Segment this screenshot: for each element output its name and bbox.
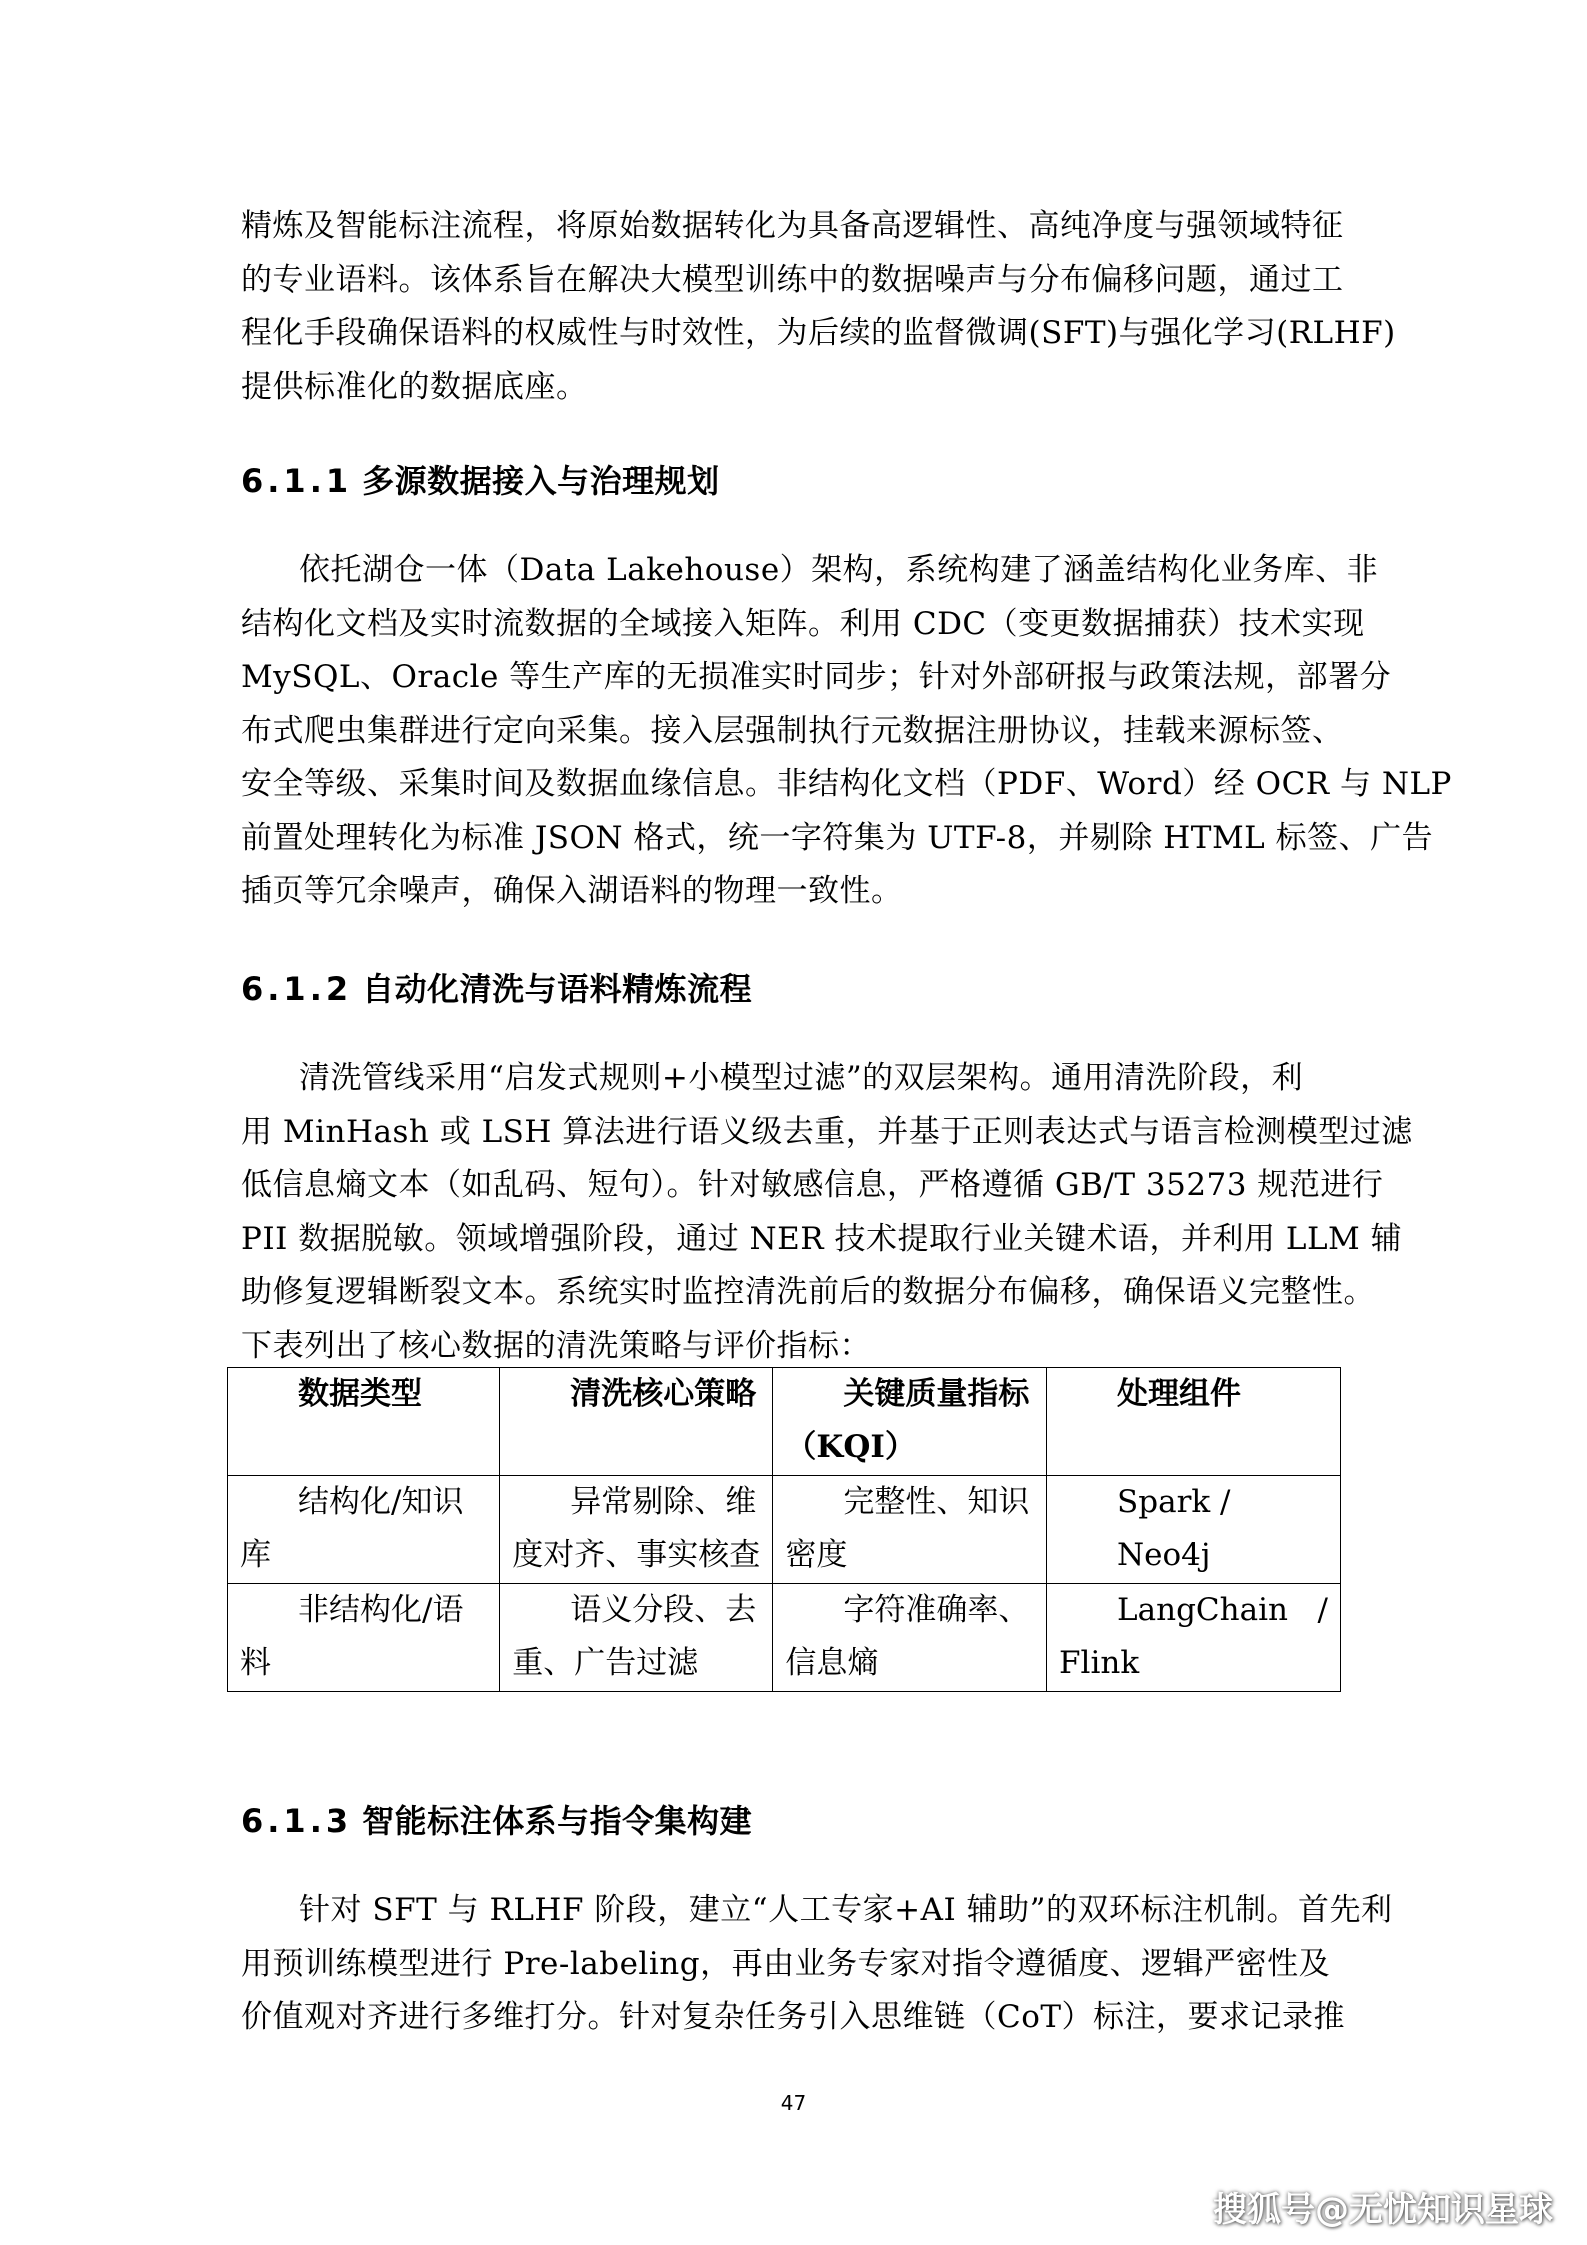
paragraph-line: 用预训练模型进行 Pre-labeling，再由业务专家对指令遵循度、逻辑严密性及 xyxy=(241,1945,1331,1982)
intro-paragraph xyxy=(241,200,1396,414)
table-cell-type: 结构化/知识 库 xyxy=(228,1476,500,1584)
paragraph-line: 价值观对齐进行多维打分。针对复杂任务引入思维链（CoT）标注，要求记录推 xyxy=(241,1999,1346,2035)
paragraph-line: 安全等级、采集时间及数据血缘信息。非结构化文档（PDF、Word）经 OCR 与 NLP xyxy=(241,766,1452,802)
section-title: 多源数据接入与治理规划 xyxy=(362,462,720,500)
section-6-1-2-paragraph xyxy=(241,1052,1413,1373)
paragraph-line: 下表列出了核心数据的清洗策略与评价指标： xyxy=(241,1327,871,1364)
table-row xyxy=(228,1584,1341,1692)
paragraph-line: 清洗管线采用“启发式规则+小模型过滤”的双层架构。通用清洗阶段，利 xyxy=(299,1060,1304,1096)
page-number: 47 xyxy=(780,2091,807,2115)
section-heading-6-1-3 xyxy=(241,1801,752,1841)
cleaning-strategy-table xyxy=(227,1367,1341,1692)
paragraph-line: MySQL、Oracle 等生产库的无损准实时同步；针对外部研报与政策法规，部署分 xyxy=(241,659,1392,695)
paragraph-line: 布式爬虫集群进行定向采集。接入层强制执行元数据注册协议，挂载来源标签、 xyxy=(241,712,1344,749)
paragraph-line: PII 数据脱敏。领域增强阶段，通过 NER 技术提取行业关键术语，并利用 LLM 辅 xyxy=(241,1220,1403,1257)
paragraph-line: 用 MinHash 或 LSH 算法进行语义级去重，并基于正则表达式与语言检测模型过滤 xyxy=(241,1113,1413,1150)
table-cell-strategy: 异常剔除、维 度对齐、事实核查 xyxy=(500,1476,773,1584)
table-cell-kqi: 字符准确率、 信息熵 xyxy=(773,1584,1047,1692)
section-title: 自动化清洗与语料精炼流程 xyxy=(362,970,753,1008)
paragraph-line: 依托湖仓一体（Data Lakehouse）架构，系统构建了涵盖结构化业务库、非 xyxy=(299,552,1379,588)
paragraph-line: 低信息熵文本（如乱码、短句）。针对敏感信息，严格遵循 GB/T 35273 规范进行 xyxy=(241,1167,1384,1203)
table-header-cell: 数据类型 xyxy=(228,1368,500,1476)
intro-line: 程化手段确保语料的权威性与时效性，为后续的监督微调(SFT)与强化学习(RLHF) xyxy=(241,315,1396,351)
paragraph-line: 插页等冗余噪声，确保入湖语料的物理一致性。 xyxy=(241,873,903,909)
paragraph-line: 助修复逻辑断裂文本。系统实时监控清洗前后的数据分布偏移，确保语义完整性。 xyxy=(241,1274,1375,1310)
header-kqi-line1: 关键质量指标 xyxy=(843,1376,1030,1412)
intro-line: 精炼及智能标注流程，将原始数据转化为具备高逻辑性、高纯净度与强领域特征 xyxy=(241,208,1344,244)
table-cell-type: 非结构化/语 料 xyxy=(228,1584,500,1692)
table-row xyxy=(228,1476,1341,1584)
table-cell-component: Spark / Neo4j xyxy=(1047,1476,1341,1584)
table-header-cell: 清洗核心策略 xyxy=(500,1368,773,1476)
header-kqi-line2: （KQI） xyxy=(785,1429,916,1465)
intro-line: 的专业语料。该体系旨在解决大模型训练中的数据噪声与分布偏移问题，通过工 xyxy=(241,261,1344,298)
table-header-cell xyxy=(773,1368,1047,1476)
paragraph-line: 前置处理转化为标准 JSON 格式，统一字符集为 UTF-8，并剔除 HTML 标签、广告 xyxy=(241,819,1434,856)
section-number: 6.1.3 xyxy=(241,1802,353,1840)
table-cell-kqi: 完整性、知识 密度 xyxy=(773,1476,1047,1584)
watermark-text: 搜狐号@无忧知识星球 xyxy=(1213,2190,1553,2230)
paragraph-line: 结构化文档及实时流数据的全域接入矩阵。利用 CDC（变更数据捕获）技术实现 xyxy=(241,605,1365,642)
table-cell-strategy: 语义分段、去 重、广告过滤 xyxy=(500,1584,773,1692)
section-6-1-1-paragraph xyxy=(241,544,1452,919)
table-header-cell: 处理组件 xyxy=(1047,1368,1341,1476)
section-number: 6.1.1 xyxy=(241,462,353,500)
table-cell-component: LangChain / Flink xyxy=(1047,1584,1341,1692)
section-6-1-3-paragraph xyxy=(241,1884,1393,2045)
section-heading-6-1-2 xyxy=(241,969,752,1009)
section-heading-6-1-1 xyxy=(241,461,720,501)
table-header-row xyxy=(228,1368,1341,1476)
section-number: 6.1.2 xyxy=(241,970,353,1008)
section-title: 智能标注体系与指令集构建 xyxy=(362,1802,753,1840)
paragraph-line: 针对 SFT 与 RLHF 阶段，建立“人工专家+AI 辅助”的双环标注机制。首先利 xyxy=(299,1892,1393,1928)
intro-line: 提供标准化的数据底座。 xyxy=(241,368,588,405)
